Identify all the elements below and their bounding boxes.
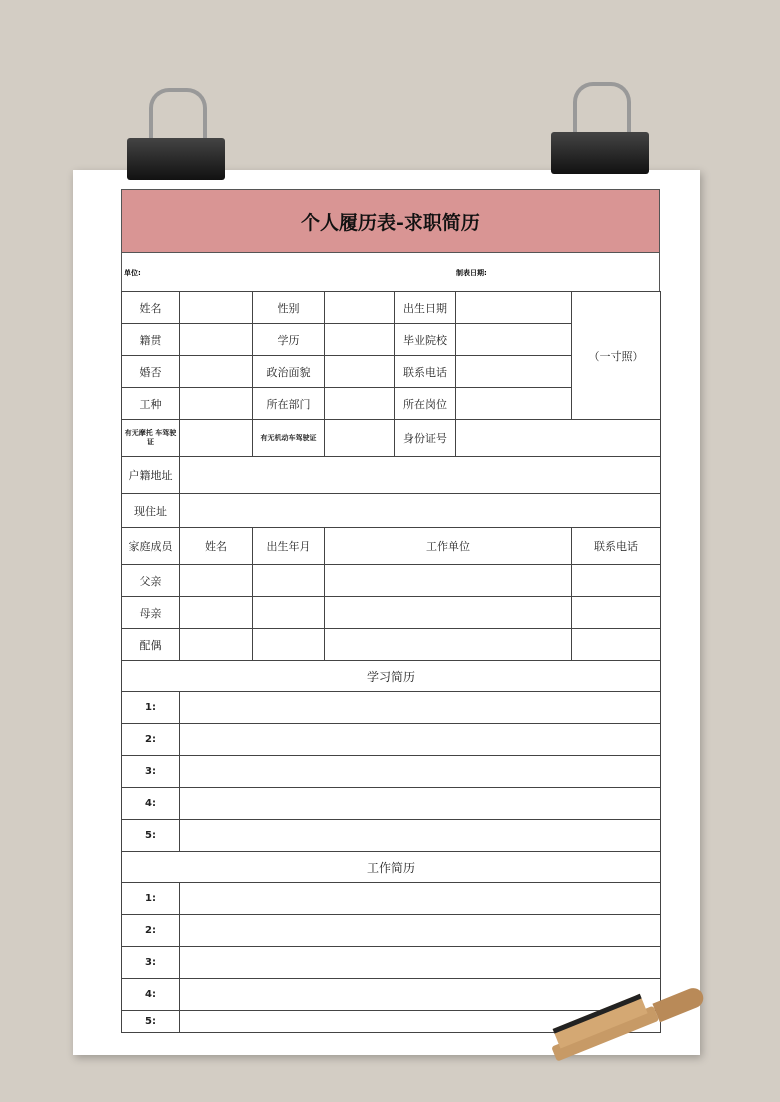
field[interactable] xyxy=(180,947,661,979)
label: 工种 xyxy=(122,388,180,420)
field[interactable] xyxy=(325,629,572,661)
row-number: 3: xyxy=(122,947,180,979)
label: 有无机动车驾驶证 xyxy=(253,420,325,457)
field[interactable] xyxy=(456,388,572,420)
label: 身份证号 xyxy=(395,420,456,457)
form-title: 个人履历表-求职简历 xyxy=(121,189,660,253)
field-name[interactable] xyxy=(180,292,253,324)
header: 联系电话 xyxy=(572,528,661,565)
field[interactable] xyxy=(180,565,253,597)
info-row xyxy=(121,253,660,291)
field[interactable] xyxy=(253,629,325,661)
row-number: 5: xyxy=(122,1011,180,1033)
field[interactable] xyxy=(180,597,253,629)
field[interactable] xyxy=(180,788,661,820)
section-title: 学习简历 xyxy=(122,661,661,692)
field-gender[interactable] xyxy=(325,292,395,324)
label: 户籍地址 xyxy=(122,457,180,494)
field[interactable] xyxy=(325,565,572,597)
row-number: 2: xyxy=(122,724,180,756)
photo-cell: （一寸照） xyxy=(572,292,661,420)
label: 母亲 xyxy=(122,597,180,629)
label: 性别 xyxy=(253,292,325,324)
field-address[interactable] xyxy=(180,494,661,528)
field-hukou[interactable] xyxy=(180,457,661,494)
field[interactable] xyxy=(180,915,661,947)
header: 家庭成员 xyxy=(122,528,180,565)
field[interactable] xyxy=(180,420,253,457)
field-id-number[interactable] xyxy=(456,420,661,457)
field[interactable] xyxy=(325,388,395,420)
field[interactable] xyxy=(180,724,661,756)
field[interactable] xyxy=(325,420,395,457)
field[interactable] xyxy=(180,756,661,788)
field[interactable] xyxy=(180,692,661,724)
resume-form xyxy=(121,189,660,1033)
label: 父亲 xyxy=(122,565,180,597)
field[interactable] xyxy=(180,820,661,852)
row-number: 4: xyxy=(122,788,180,820)
label: 毕业院校 xyxy=(395,324,456,356)
section-title: 工作简历 xyxy=(122,852,661,883)
field[interactable] xyxy=(456,324,572,356)
field[interactable] xyxy=(572,565,661,597)
label: 籍贯 xyxy=(122,324,180,356)
label: 联系电话 xyxy=(395,356,456,388)
binder-clip-icon xyxy=(127,88,225,188)
field[interactable] xyxy=(572,597,661,629)
label: 婚否 xyxy=(122,356,180,388)
header: 出生年月 xyxy=(253,528,325,565)
resume-table xyxy=(121,291,661,1033)
row-number: 2: xyxy=(122,915,180,947)
label: 姓名 xyxy=(122,292,180,324)
label: 配偶 xyxy=(122,629,180,661)
field[interactable] xyxy=(325,324,395,356)
label: 政治面貌 xyxy=(253,356,325,388)
label: 出生日期 xyxy=(395,292,456,324)
field[interactable] xyxy=(325,356,395,388)
row-number: 5: xyxy=(122,820,180,852)
field[interactable] xyxy=(253,597,325,629)
binder-clip-icon xyxy=(551,82,649,182)
field[interactable] xyxy=(572,629,661,661)
row-number: 1: xyxy=(122,692,180,724)
label: 所在岗位 xyxy=(395,388,456,420)
label: 现住址 xyxy=(122,494,180,528)
field[interactable] xyxy=(325,597,572,629)
field[interactable] xyxy=(456,356,572,388)
header: 工作单位 xyxy=(325,528,572,565)
field[interactable] xyxy=(253,565,325,597)
row-number: 3: xyxy=(122,756,180,788)
header: 姓名 xyxy=(180,528,253,565)
field[interactable] xyxy=(180,629,253,661)
date-label: 制表日期: xyxy=(456,269,487,277)
field[interactable] xyxy=(180,324,253,356)
row-number: 1: xyxy=(122,883,180,915)
field[interactable] xyxy=(180,388,253,420)
unit-label: 单位: xyxy=(124,269,141,277)
label: 所在部门 xyxy=(253,388,325,420)
label: 学历 xyxy=(253,324,325,356)
field-birthdate[interactable] xyxy=(456,292,572,324)
label: 有无摩托 车驾驶证 xyxy=(122,420,180,457)
field[interactable] xyxy=(180,883,661,915)
row-number: 4: xyxy=(122,979,180,1011)
field[interactable] xyxy=(180,356,253,388)
